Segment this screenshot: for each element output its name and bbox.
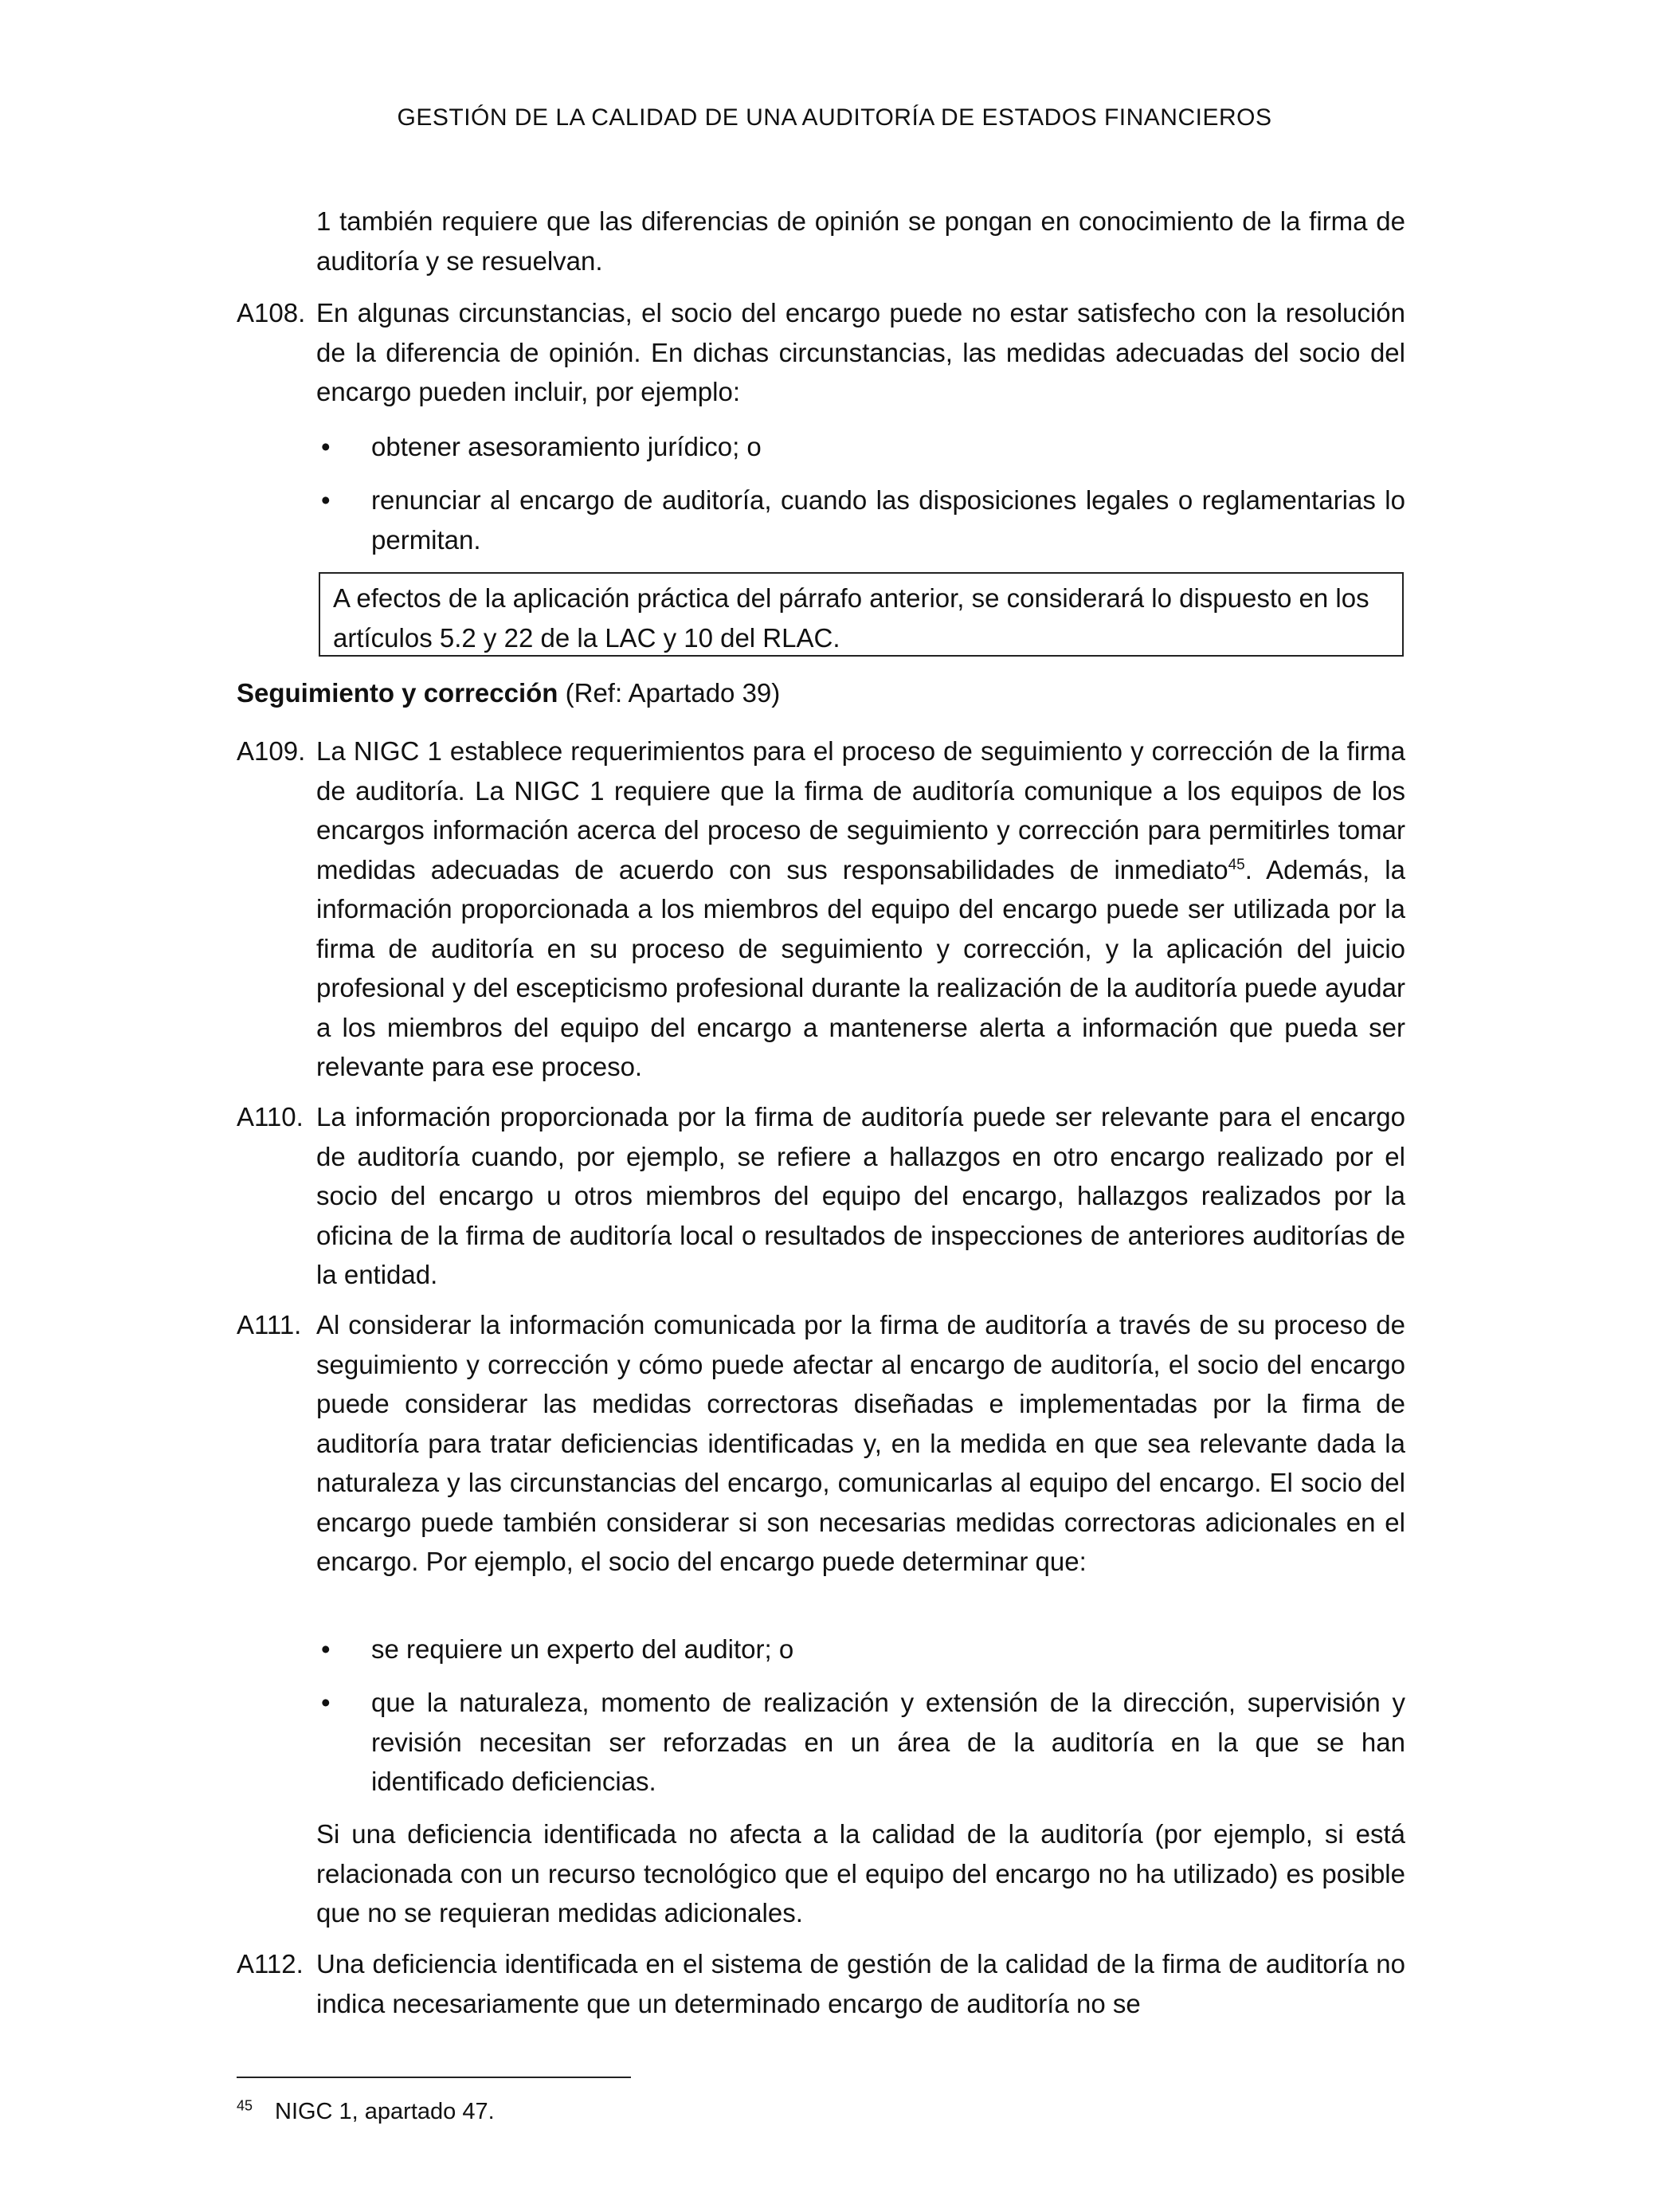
paragraph-a109 — [316, 731, 1405, 1087]
paragraph-a112: Una deficiencia identificada en el sistema de gestión de la calidad de la firma de auditoría no indica necesariamente que un determinado encargo de auditoría no se — [316, 1949, 1405, 2018]
paragraph-a111-closing: Si una deficiencia identificada no afecta a la calidad de la auditoría (por ejemplo, si está relacionada con un recurso tecnológico que el equipo del encargo no ha utilizado) es posible que no se requieran medidas adicionales. — [316, 1819, 1405, 1928]
footnote — [237, 2096, 495, 2128]
section-heading-title: Seguimiento y corrección — [237, 678, 558, 708]
section-heading-ref: (Ref: Apartado 39) — [558, 678, 781, 708]
intro-paragraph: 1 también requiere que las diferencias de opinión se pongan en conocimiento de la firma de auditoría y se resuelvan. — [316, 206, 1405, 276]
footnote-number: 45 — [237, 2097, 253, 2114]
bullet-item: renunciar al encargo de auditoría, cuando las disposiciones legales o reglamentarias lo permitan. — [371, 485, 1405, 555]
bullet-item: que la naturaleza, momento de realización y extensión de la dirección, supervisión y revisión necesitan ser reforzadas en un área de la auditoría en la que se han identificado deficiencias. — [371, 1688, 1405, 1796]
paragraph-number-a110: A110. — [237, 1102, 304, 1131]
paragraph-number-a109: A109. — [237, 736, 306, 766]
paragraph-number-a111: A111. — [237, 1310, 302, 1339]
footnote-reference[interactable]: 45 — [1228, 856, 1245, 873]
paragraph-a109-text-1: La NIGC 1 establece requerimientos para el proceso de seguimiento y corrección de la firma de auditoría. La NIGC 1 requiere que la firma de auditoría comunique a los equipos de los encargos información acerca del proceso de seguimiento y corrección para permitirles tomar medidas adecuadas de acuerdo con sus responsabilidades de inmediato — [316, 736, 1405, 884]
section-heading — [237, 673, 780, 713]
paragraph-a109-text-2: . Además, la información proporcionada a los miembros del equipo del encargo puede ser utilizada por la firma de auditoría en su proceso de seguimiento y corrección, y la aplicación del juicio profesional y del escepticismo profesional durante la realización de la auditoría puede ayudar a los miembros del equipo del encargo a mantenerse alerta a información que pueda ser relevante para ese proceso. — [316, 854, 1405, 1081]
paragraph-a110: La información proporcionada por la firma de auditoría puede ser relevante para el encargo de auditoría cuando, por ejemplo, se refiere a hallazgos en otro encargo realizado por el socio del encargo u otros miembros del equipo del encargo, hallazgos realizados por la oficina de la firma de auditoría local o resultados de inspecciones de anteriores auditorías de la entidad. — [316, 1102, 1405, 1289]
boxed-note — [319, 572, 1404, 657]
bullet-marker: • — [321, 432, 331, 461]
bullet-item: se requiere un experto del auditor; o — [371, 1634, 794, 1664]
bullet-marker: • — [321, 485, 331, 515]
bullet-item: obtener asesoramiento jurídico; o — [371, 432, 762, 461]
bullet-marker: • — [321, 1634, 331, 1664]
paragraph-a108: En algunas circunstancias, el socio del encargo puede no estar satisfecho con la resolución de la diferencia de opinión. En dichas circunstancias, las medidas adecuadas del socio del encargo pueden incluir, por ejemplo: — [316, 298, 1405, 406]
paragraph-a111: Al considerar la información comunicada por la firma de auditoría a través de su proceso de seguimiento y corrección y cómo puede afectar al encargo de auditoría, el socio del encargo puede considerar las medidas correctoras diseñadas e implementadas por la firma de auditoría para tratar deficiencias identificadas y, en la medida en que sea relevante dada la naturaleza y las circunstancias del encargo, comunicarlas al equipo del encargo. El socio del encargo puede también considerar si son necesarias medidas correctoras adicionales en el encargo. Por ejemplo, el socio del encargo puede determinar que: — [316, 1310, 1405, 1576]
bullet-marker: • — [321, 1688, 331, 1717]
boxed-note-text: A efectos de la aplicación práctica del párrafo anterior, se considerará lo dispuesto en los artículos 5.2 y 22 de la LAC y 10 del RLAC. — [333, 583, 1369, 653]
paragraph-number-a108: A108. — [237, 298, 306, 327]
footnote-text: NIGC 1, apartado 47. — [275, 2099, 495, 2124]
footnote-separator — [237, 2077, 631, 2078]
paragraph-number-a112: A112. — [237, 1949, 304, 1979]
running-header: GESTIÓN DE LA CALIDAD DE UNA AUDITORÍA DE ESTADOS FINANCIEROS — [397, 104, 1272, 131]
